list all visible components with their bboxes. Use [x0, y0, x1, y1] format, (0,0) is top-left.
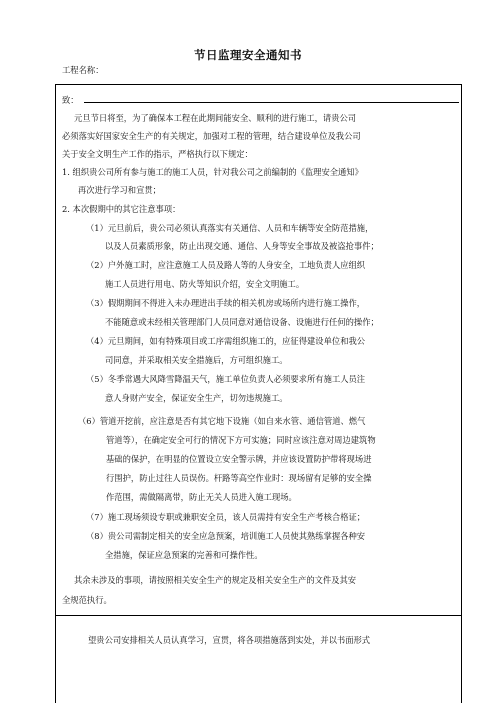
item-2-line-2: 施工人员进行用电、防火等知识介绍，安全文明施工。 — [105, 279, 305, 289]
item-4-line-2: 司同意，并采取相关安全措施后，方可组织施工。 — [105, 355, 288, 365]
closing-line-2: 全规范执行。 — [62, 595, 112, 605]
intro-line-2: 必须落实好国家安全生产的有关规定，加强对工程的管理，结合建设单位及我公司 — [62, 131, 361, 141]
intro-line-3: 关于安全文明生产工作的指示，严格执行以下规定： — [62, 149, 253, 159]
item-7-line-1: （7）施工现场须设专职或兼职安全员，该人员需持有安全生产考核合格证； — [86, 512, 366, 522]
footer-line: 望贵公司安排相关人员认真学习，宣贯，将各项措施落到实处，并以书面形式 — [88, 635, 371, 645]
closing-line-1: 其余未涉及的事项，请按照相关安全生产的规定及相关安全生产的文件及其安 — [74, 575, 357, 585]
project-name-label: 工程名称： — [62, 65, 104, 75]
rule-2-heading: 2. 本次假期中的其它注意事项： — [62, 204, 181, 214]
item-6-line-2: 管道等），在确定安全可行的情况下方可实施；同时应该注意对周边建筑物 — [106, 435, 376, 445]
to-underline — [84, 102, 459, 103]
item-6-line-1: （6）管道开挖前，应注意是否有其它地下设施（如自来水管、通信管道、燃气 — [78, 416, 366, 426]
item-8-line-2: 全措施，保证应急预案的完善和可操作性。 — [105, 550, 263, 560]
item-2-line-1: （2）户外施工时，应注意施工人员及路人等的人身安全，工地负责人应组织 — [86, 260, 366, 270]
item-3-line-1: （3）假期期间不得进入未办理进出手续的相关机房或场所内进行施工操作， — [86, 298, 366, 308]
item-6-line-5: 作范围，需做隔离带，防止无关人员进入施工现场。 — [106, 492, 297, 502]
item-5-line-1: （5）冬季常遇大风降雪降温天气，施工单位负责人必须要求所有施工人员注 — [86, 374, 366, 384]
item-5-line-2: 意人身财产安全，保证安全生产，切勿违规施工。 — [105, 393, 288, 403]
rule-1-line-2: 再次进行学习和宣贯； — [78, 185, 161, 195]
page-title: 节日监理安全通知书 — [194, 48, 302, 62]
item-8-line-1: （8）贵公司需制定相关的安全应急预案，培训施工人员使其熟练掌握各种安 — [86, 531, 366, 541]
intro-line-1: 元旦节日将至，为了确保本工程在此期间能安全、顺利的进行施工，请贵公司 — [74, 113, 357, 123]
to-label: 致： — [62, 95, 79, 105]
rule-1-line-1: 1. 组织贵公司所有参与施工的施工人员，针对我公司之前编制的《监理安全通知》 — [62, 167, 363, 177]
item-1-line-2: 以及人员素质形象，防止出现交通、通信、人身等安全事故及被盗抢事件； — [105, 241, 379, 251]
item-4-line-1: （4）元旦期间，如有特殊项目或工序需组织施工的，应征得建设单位和我公 — [86, 336, 366, 346]
item-1-line-1: （1）元旦前后，贵公司必须认真落实有关通信、人员和车辆等安全防范措施， — [86, 223, 374, 233]
footer-divider — [55, 615, 461, 616]
item-3-line-2: 不能随意或未经相关管理部门人员同意对通信设备、设施进行任何的操作； — [105, 317, 379, 327]
item-6-line-4: 行围护，防止过往人员误伤。杆路等高空作业时：现场留有足够的安全操 — [106, 473, 372, 483]
item-6-line-3: 基础的保护，在明显的位置设立安全警示牌，并应该设置防护带将现场进 — [106, 454, 372, 464]
